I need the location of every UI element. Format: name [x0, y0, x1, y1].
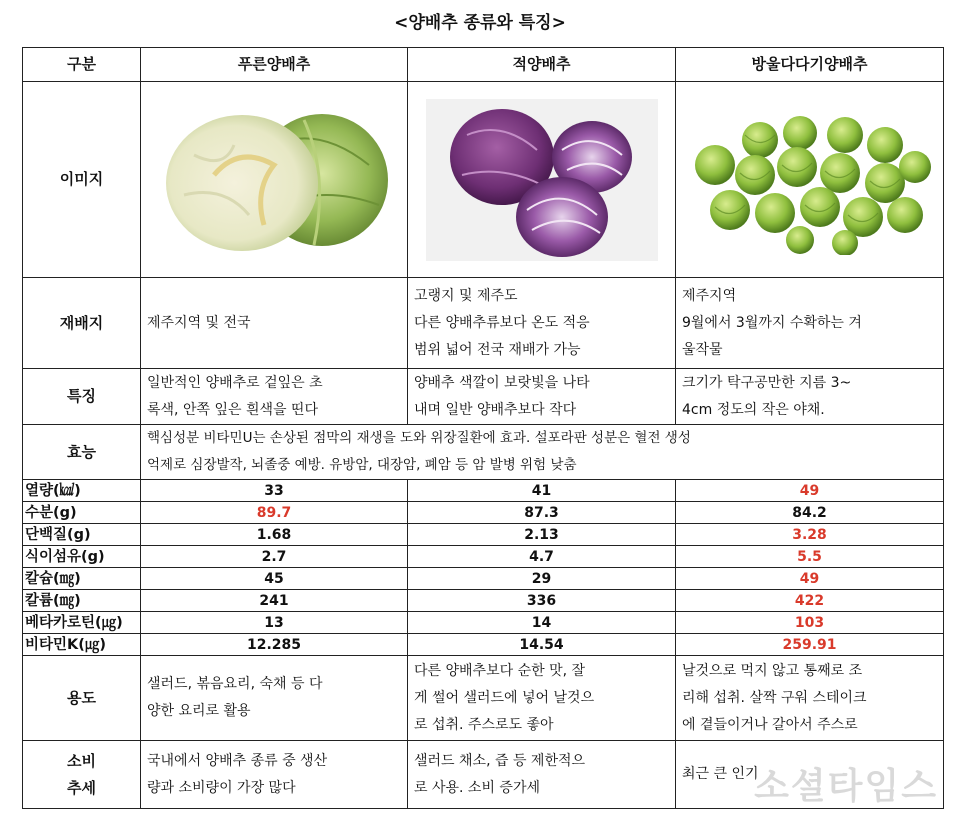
nutrition-value: 49 [676, 480, 944, 502]
efficacy-row [23, 425, 944, 480]
nutrition-value: 49 [676, 568, 944, 590]
usage-red [408, 656, 676, 741]
nutrition-value: 45 [141, 568, 408, 590]
nutrition-section [23, 480, 944, 656]
text-line: 게 썰어 샐러드에 넣어 날것으 [414, 689, 595, 706]
cultivation-brussels [676, 278, 944, 369]
text-line: 국내에서 양배추 종류 중 생산 [147, 752, 328, 769]
watermark: 소셜타임스 [754, 766, 938, 807]
nutrition-value: 3.28 [676, 524, 944, 546]
nutrition-row [23, 524, 944, 546]
efficacy-text [141, 425, 944, 480]
text-line: 로 사용. 소비 증가세 [414, 779, 540, 796]
red-cabbage-image [408, 82, 676, 278]
brussels-sprouts-image [676, 82, 944, 278]
text-line: 내며 일반 양배추보다 작다 [414, 401, 577, 418]
trend-green [141, 741, 408, 809]
nutrition-value: 4.7 [408, 546, 676, 568]
nutrition-row [23, 634, 944, 656]
text-line: 로 섭취. 주스로도 좋아 [414, 716, 554, 733]
nutrition-value: 84.2 [676, 502, 944, 524]
text-line: 일반적인 양배추로 겉잎은 초 [147, 374, 323, 391]
trend-label-line: 추세 [67, 778, 96, 797]
nutrition-row [23, 568, 944, 590]
cultivation-red [408, 278, 676, 369]
nutrition-value: 2.13 [408, 524, 676, 546]
text-line: 고랭지 및 제주도 [414, 287, 518, 304]
nutrition-value: 259.91 [676, 634, 944, 656]
features-label: 특징 [23, 369, 141, 425]
cabbage-comparison-table [22, 47, 944, 809]
text-line: 울작물 [682, 341, 723, 358]
nutrition-row [23, 480, 944, 502]
nutrition-row [23, 612, 944, 634]
nutrition-label: 칼륨(㎎) [23, 590, 141, 612]
nutrition-value: 241 [141, 590, 408, 612]
nutrition-value: 89.7 [141, 502, 408, 524]
text-line: 제주지역 [682, 287, 737, 304]
nutrition-label: 칼슘(㎎) [23, 568, 141, 590]
usage-brussels [676, 656, 944, 741]
text-line: 최근 큰 인기 [682, 766, 759, 782]
text-line: 다른 양배추보다 순한 맛, 잘 [414, 662, 586, 679]
text-line: 크기가 탁구공만한 지름 3~ [682, 374, 852, 391]
nutrition-label: 열량(㎉) [23, 480, 141, 502]
header-category: 구분 [23, 48, 141, 82]
text-line: 범위 넓어 전국 재배가 가능 [414, 341, 581, 358]
brussels-sprouts-picture [685, 105, 935, 255]
text-line: 다른 양배추류보다 온도 적응 [414, 314, 590, 331]
text-line: 량과 소비량이 가장 많다 [147, 779, 296, 796]
cultivation-row [23, 278, 944, 369]
nutrition-value: 336 [408, 590, 676, 612]
usage-row [23, 656, 944, 741]
text-line: 억제로 심장발작, 뇌졸중 예방. 유방암, 대장암, 폐암 등 암 발병 위험 낮춤 [147, 457, 577, 473]
text-line: 샐러드 채소, 즙 등 제한적으 [414, 752, 586, 769]
usage-label: 용도 [23, 656, 141, 741]
red-cabbage-picture [422, 95, 662, 265]
nutrition-value: 29 [408, 568, 676, 590]
nutrition-label: 비타민K(㎍) [23, 634, 141, 656]
table-title: <양배추 종류와 특징> [394, 13, 566, 33]
text-line: 리해 섭취. 살짝 구워 스테이크 [682, 689, 867, 706]
nutrition-value: 5.5 [676, 546, 944, 568]
cultivation-label: 재배지 [23, 278, 141, 369]
header-red-cabbage: 적양배추 [408, 48, 676, 82]
nutrition-value: 13 [141, 612, 408, 634]
header-brussels-sprouts: 방울다다기양배추 [676, 48, 944, 82]
nutrition-value: 14.54 [408, 634, 676, 656]
green-cabbage-image [141, 82, 408, 278]
nutrition-label: 단백질(g) [23, 524, 141, 546]
nutrition-value: 33 [141, 480, 408, 502]
nutrition-value: 422 [676, 590, 944, 612]
features-row [23, 369, 944, 425]
trend-label-line: 소비 [67, 751, 96, 770]
nutrition-value: 41 [408, 480, 676, 502]
trend-red [408, 741, 676, 809]
nutrition-label: 수분(g) [23, 502, 141, 524]
features-green [141, 369, 408, 425]
efficacy-label: 효능 [23, 425, 141, 480]
text-line: 4cm 정도의 작은 야채. [682, 401, 825, 418]
image-row-label: 이미지 [23, 82, 141, 278]
nutrition-value: 14 [408, 612, 676, 634]
header-row [23, 48, 944, 82]
text-line: 핵심성분 비타민U는 손상된 점막의 재생을 도와 위장질환에 효과. 설포라판 성분은 혈전 생성 [147, 430, 691, 446]
nutrition-value: 103 [676, 612, 944, 634]
trend-label [23, 741, 141, 809]
features-red [408, 369, 676, 425]
text-line: 록색, 안쪽 잎은 흰색을 띤다 [147, 401, 319, 418]
text-line: 날것으로 먹지 않고 통째로 조 [682, 662, 863, 679]
nutrition-label: 식이섬유(g) [23, 546, 141, 568]
text-line: 샐러드, 볶음요리, 숙채 등 다 [147, 676, 323, 692]
usage-green [141, 656, 408, 741]
text-line: 제주지역 및 전국 [147, 314, 251, 331]
nutrition-value: 87.3 [408, 502, 676, 524]
text-line: 9월에서 3월까지 수확하는 겨 [682, 314, 862, 331]
features-brussels [676, 369, 944, 425]
nutrition-value: 1.68 [141, 524, 408, 546]
header-green-cabbage: 푸른양배추 [141, 48, 408, 82]
nutrition-value: 2.7 [141, 546, 408, 568]
nutrition-row [23, 546, 944, 568]
nutrition-label: 베타카로틴(㎍) [23, 612, 141, 634]
nutrition-row [23, 590, 944, 612]
text-line: 에 곁들이거나 갈아서 주스로 [682, 716, 858, 733]
text-line: 양배추 색깔이 보랏빛을 나타 [414, 374, 590, 391]
text-line: 양한 요리로 활용 [147, 703, 251, 719]
cultivation-green [141, 278, 408, 369]
green-cabbage-picture [154, 105, 394, 255]
image-row [23, 82, 944, 278]
nutrition-value: 12.285 [141, 634, 408, 656]
nutrition-row [23, 502, 944, 524]
